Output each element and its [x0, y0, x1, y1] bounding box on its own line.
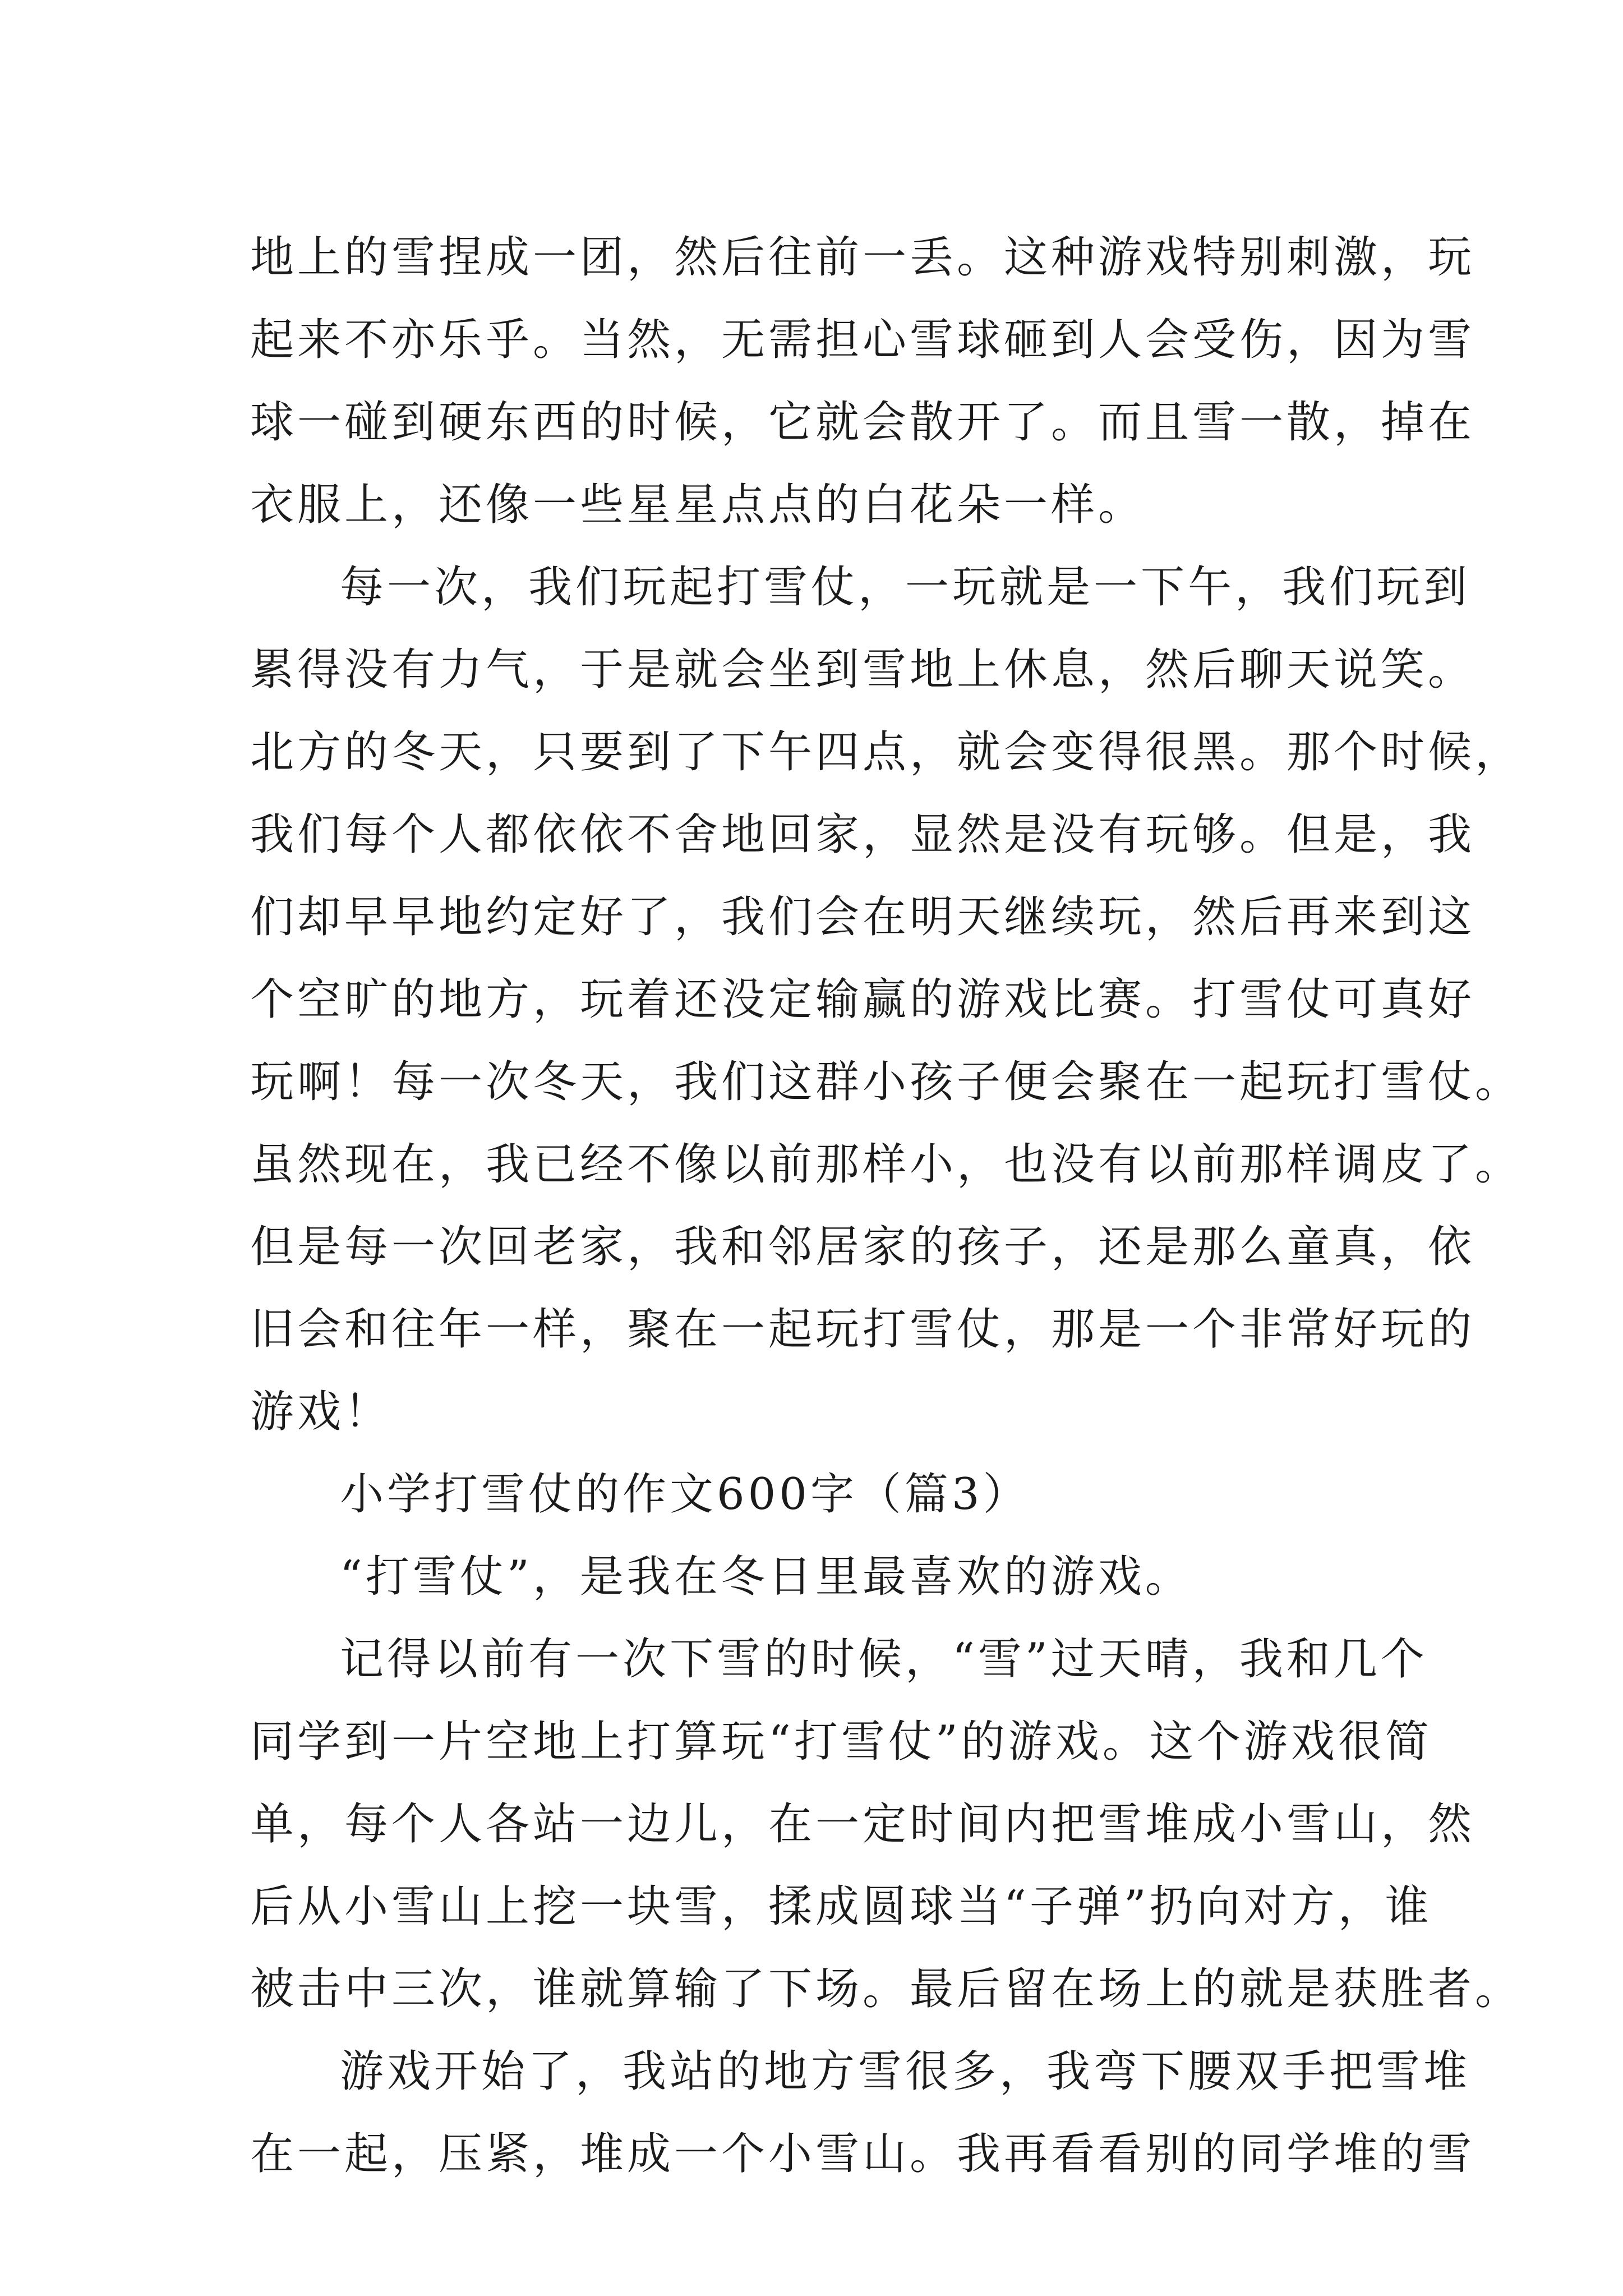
text-line: 旧会和往年一样，聚在一起玩打雪仗，那是一个非常好玩的: [250, 1304, 1476, 1355]
text-line: 后从小雪山上挖一块雪，揉成圆球当“子弹”扔向对方，谁: [250, 1881, 1432, 1932]
paragraph-start-line: 每一次，我们玩起打雪仗，一玩就是一下午，我们玩到: [340, 562, 1471, 613]
essay-heading: 小学打雪仗的作文600字（篇3）: [340, 1469, 1030, 1520]
text-line: 个空旷的地方，玩着还没定输赢的游戏比赛。打雪仗可真好: [250, 974, 1476, 1025]
text-line: 地上的雪捏成一团，然后往前一丢。这种游戏特别刺激，玩: [250, 232, 1476, 283]
text-line: 游戏！: [250, 1387, 392, 1437]
text-line: 球一碰到硬东西的时候，它就会散开了。而且雪一散，掉在: [250, 397, 1476, 448]
text-line: 起来不亦乐乎。当然，无需担心雪球砸到人会受伤，因为雪: [250, 315, 1476, 365]
paragraph-start-line: 记得以前有一次下雪的时候，“雪”过天晴，我和几个: [340, 1634, 1428, 1685]
essay-text: [250, 217, 1523, 2196]
text-line: 北方的冬天，只要到了下午四点，就会变得很黑。那个时候，: [250, 727, 1523, 777]
paragraph-start-line: 游戏开始了，我站的地方雪很多，我弯下腰双手把雪堆: [340, 2046, 1471, 2097]
text-line: 但是每一次回老家，我和邻居家的孩子，还是那么童真，依: [250, 1222, 1476, 1272]
text-line: 在一起，压紧，堆成一个小雪山。我再看看别的同学堆的雪: [250, 2129, 1476, 2179]
text-line: 累得没有力气，于是就会坐到雪地上休息，然后聊天说笑。: [250, 645, 1476, 695]
paragraph-start-line: “打雪仗”，是我在冬日里最喜欢的游戏。: [340, 1552, 1192, 1602]
text-line: 同学到一片空地上打算玩“打雪仗”的游戏。这个游戏很简: [250, 1717, 1432, 1767]
text-line: 被击中三次，谁就算输了下场。最后留在场上的就是获胜者。: [250, 1964, 1523, 2014]
text-line: 虽然现在，我已经不像以前那样小，也没有以前那样调皮了。: [250, 1139, 1523, 1190]
text-line: 玩啊！每一次冬天，我们这群小孩子便会聚在一起玩打雪仗。: [250, 1057, 1523, 1107]
text-line: 衣服上，还像一些星星点点的白花朵一样。: [250, 480, 1146, 530]
text-line: 我们每个人都依依不舍地回家，显然是没有玩够。但是，我: [250, 809, 1476, 860]
text-line: 单，每个人各站一边儿，在一定时间内把雪堆成小雪山，然: [250, 1799, 1476, 1849]
text-line: 们却早早地约定好了，我们会在明天继续玩，然后再来到这: [250, 892, 1476, 942]
